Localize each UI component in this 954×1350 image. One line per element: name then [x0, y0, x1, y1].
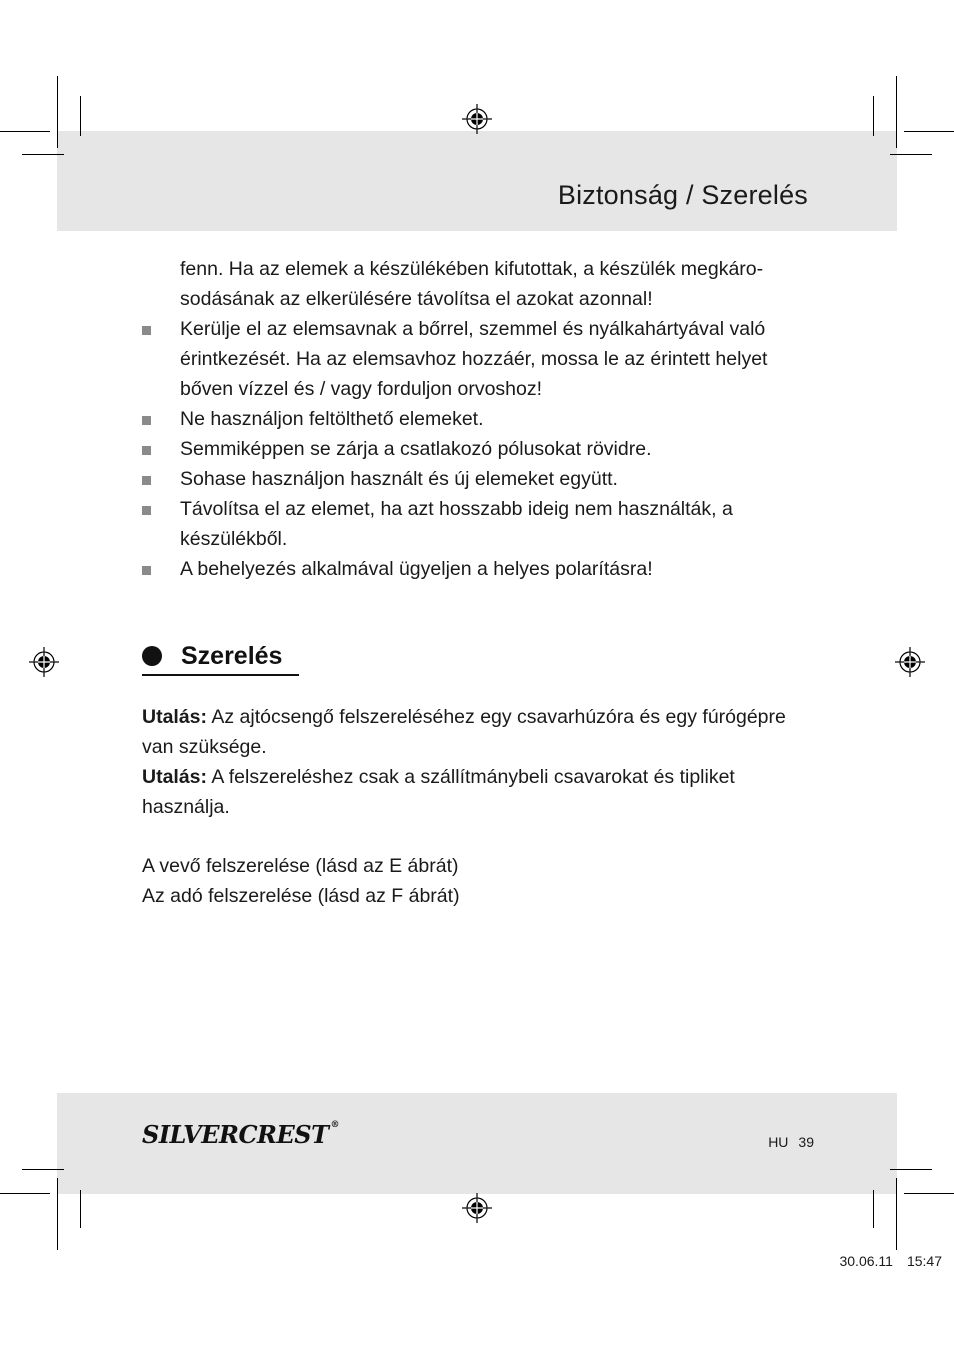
figure-reference: Az adó felszerelése (lásd az F ábrát): [142, 885, 460, 907]
list-item: [142, 314, 822, 404]
list-item-text: Kerülje el az elemsavnak a bőrrel, szemmel és nyálkahártyával való érintkezését. Ha az elemsavhoz hozzáér, mossa le az érintett helyet bőven vízzel és / vagy forduljon orvoshoz!: [180, 318, 768, 400]
bullet-square-icon: [142, 566, 151, 575]
safety-bullet-list: [142, 314, 822, 584]
registration-mark-icon: [462, 104, 492, 134]
crop-mark: [22, 1169, 64, 1170]
list-item-text: Ne használjon feltölthető elemeket.: [180, 408, 484, 430]
list-item-text: A behelyezés alkalmával ügyeljen a helyes polarításra!: [180, 558, 653, 580]
figure-reference: A vevő felszerelése (lásd az E ábrát): [142, 855, 459, 877]
list-item: [142, 464, 822, 494]
crop-mark: [80, 96, 81, 136]
notes-block: [142, 702, 822, 822]
crop-mark: [873, 96, 874, 136]
crop-mark: [57, 1178, 58, 1250]
crop-mark: [873, 1190, 874, 1228]
print-time: 15:47: [906, 1253, 942, 1269]
page-number: 39: [798, 1134, 814, 1150]
bullet-dot-icon: [142, 646, 162, 666]
note-text: A felszereléshez csak a szállítmánybeli csavarokat és tipliket használja.: [142, 766, 735, 818]
bullet-square-icon: [142, 506, 151, 515]
bullet-square-icon: [142, 446, 151, 455]
crop-mark: [904, 1193, 954, 1194]
list-item: [142, 554, 822, 584]
continued-paragraph: fenn. Ha az elemek a készülékében kifutottak, a készülék megkáro- sodásának az elkerülésére távolítsa el azokat azonnal!: [180, 258, 764, 310]
figure-references: [142, 851, 460, 911]
note-paragraph: [142, 702, 822, 762]
note-paragraph: [142, 762, 822, 822]
print-timestamp: [839, 1253, 942, 1269]
bullet-square-icon: [142, 416, 151, 425]
print-date: 30.06.11: [839, 1253, 893, 1269]
page-title: Biztonság / Szerelés: [557, 180, 808, 210]
registration-mark-icon: [29, 647, 59, 677]
crop-mark: [57, 76, 58, 148]
brand-logo: [142, 1120, 339, 1149]
section-title: Szerelés: [181, 641, 283, 670]
list-item-text: Semmiképpen se zárja a csatlakozó pólusokat rövidre.: [180, 438, 652, 460]
note-label: Utalás:: [142, 766, 208, 788]
registration-mark-icon: [895, 647, 925, 677]
bullet-square-icon: [142, 326, 151, 335]
crop-mark: [896, 1178, 897, 1250]
list-item: [142, 434, 822, 464]
page-number-block: [768, 1134, 814, 1150]
section-underline: [142, 674, 299, 676]
list-item: [142, 494, 822, 554]
registration-mark-icon: [462, 1193, 492, 1223]
bullet-square-icon: [142, 476, 151, 485]
list-item: [142, 404, 822, 434]
language-code: HU: [768, 1134, 789, 1150]
crop-mark: [0, 131, 50, 132]
crop-mark: [890, 1169, 932, 1170]
crop-mark: [890, 154, 932, 155]
registered-mark: ®: [330, 1120, 339, 1130]
list-item-text: Sohase használjon használt és új elemeket együtt.: [180, 468, 618, 490]
crop-mark: [0, 1193, 50, 1194]
note-text: Az ajtócsengő felszereléséhez egy csavarhúzóra és egy fúrógépre van szüksége.: [142, 706, 786, 758]
section-heading: [142, 637, 282, 675]
brand-name: SILVERCREST: [142, 1120, 329, 1149]
list-item-text: Távolítsa el az elemet, ha azt hosszabb ideig nem használták, a készülékből.: [180, 498, 733, 550]
crop-mark: [80, 1190, 81, 1228]
crop-mark: [22, 154, 64, 155]
note-label: Utalás:: [142, 706, 208, 728]
crop-mark: [904, 131, 954, 132]
crop-mark: [896, 76, 897, 148]
safety-content: [142, 254, 822, 584]
